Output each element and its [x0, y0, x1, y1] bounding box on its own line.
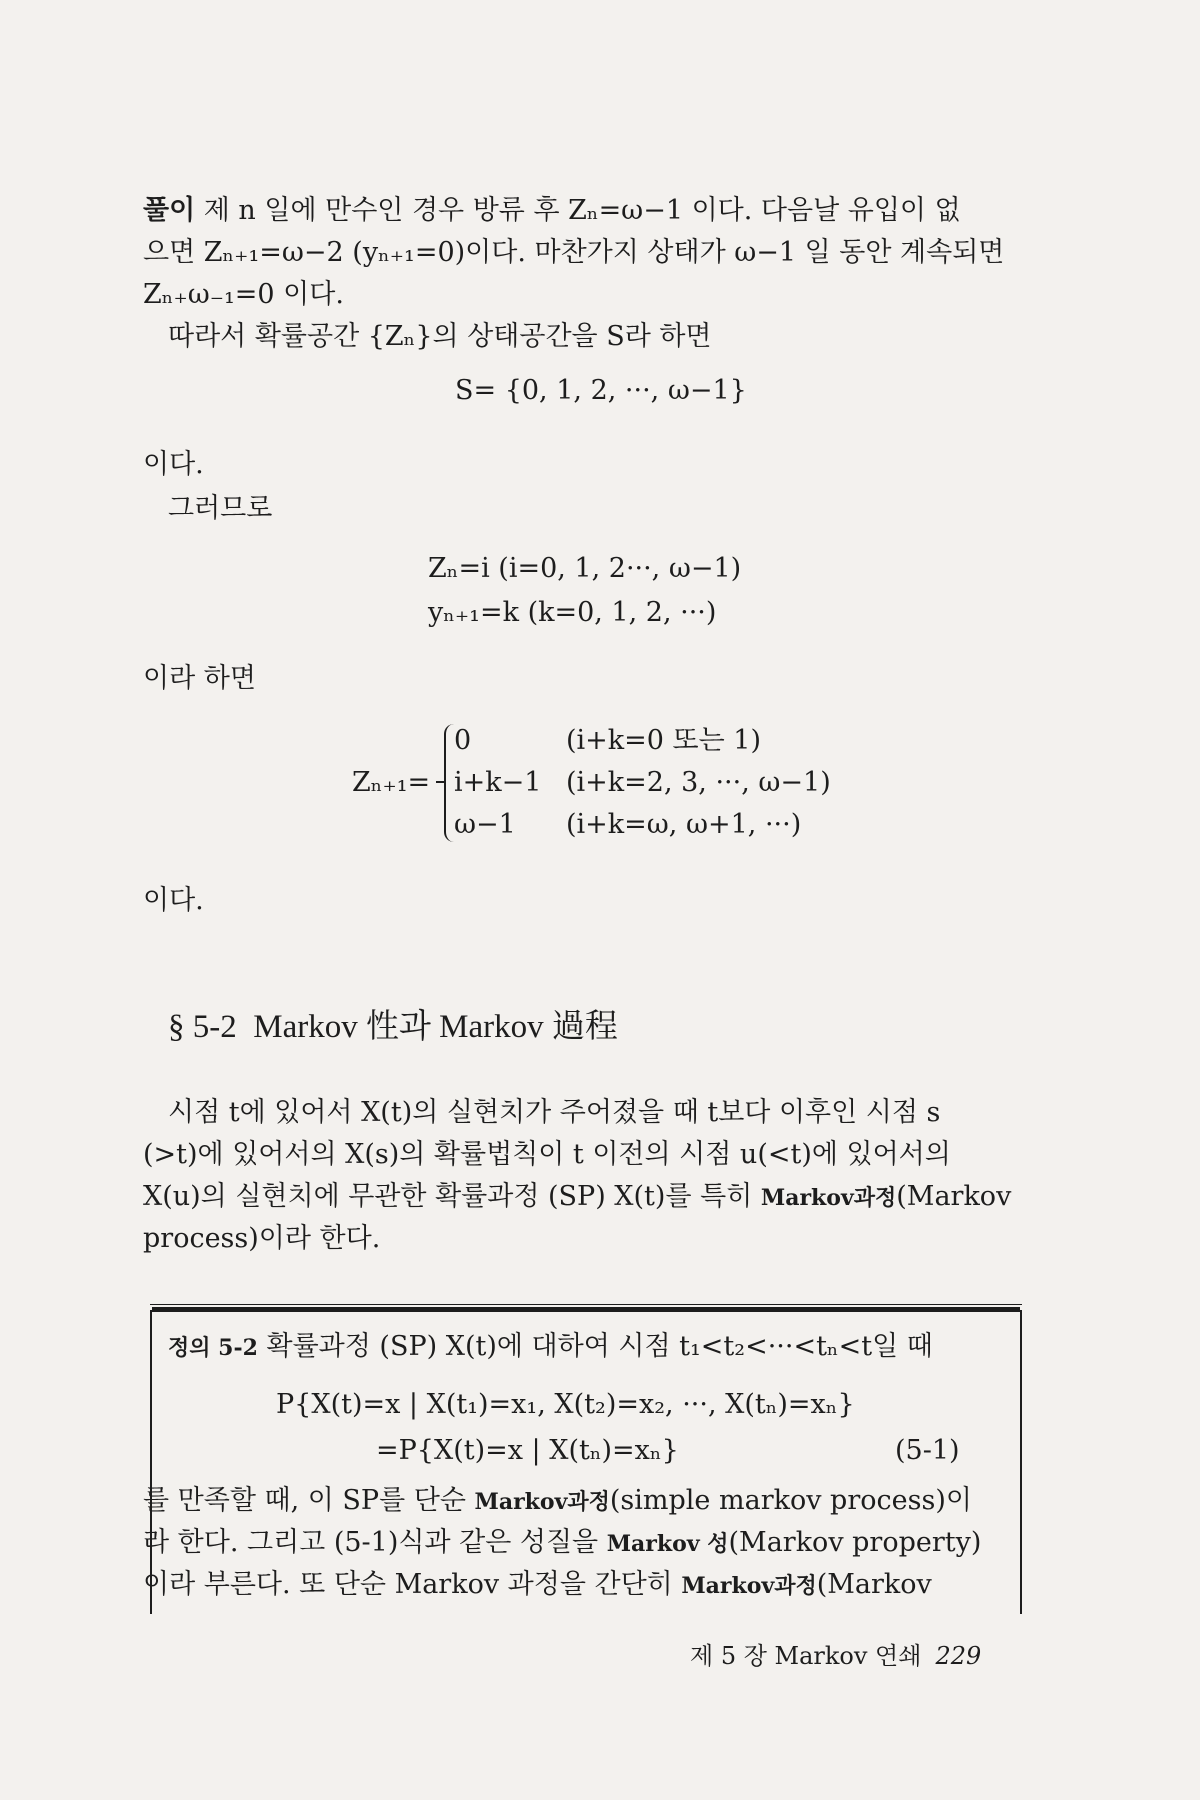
- solution-line-4: 따라서 확률공간 {Zₙ}의 상태공간을 S라 하면: [168, 321, 712, 352]
- page-number: 229: [935, 1642, 982, 1670]
- definition-line-2: [143, 1482, 1023, 1521]
- piecewise-case-value-2: i+k−1: [454, 767, 542, 798]
- equation-state-space: S= {0, 1, 2, ···, ω−1}: [455, 375, 747, 406]
- definition-line-2-text: 를 만족할 때, 이 SP를 단순: [143, 1485, 475, 1516]
- definition-line-3-tail: (Markov property): [728, 1527, 982, 1558]
- section-heading: [168, 1005, 618, 1049]
- piecewise-brace-tip: [436, 781, 445, 783]
- definition-equation-1: P{X(t)=x | X(t₁)=x₁, X(t₂)=x₂, ···, X(tₙ)=xₙ}: [276, 1389, 855, 1420]
- term-markov-process: Markov과정: [760, 1185, 897, 1211]
- paragraph-line-3: [143, 1178, 1023, 1217]
- piecewise-case-value-1: 0: [454, 725, 472, 756]
- section-title: Markov 性과 Markov 過程: [253, 1009, 618, 1045]
- definition-line-3: [143, 1524, 1023, 1563]
- solution-line-3: Zₙ₊ω₋₁=0 이다.: [143, 279, 344, 310]
- definition-box-double-rule: [150, 1304, 1022, 1305]
- definition-label: 정의 5-2: [168, 1335, 258, 1361]
- definition-line-2-tail: (simple markov process)이: [609, 1485, 972, 1516]
- paragraph-line-3-text: X(u)의 실현치에 무관한 확률과정 (SP) X(t)를 특히: [143, 1181, 761, 1212]
- piecewise-case-condition-1: (i+k=0 또는 1): [566, 725, 761, 756]
- equation-number: (5-1): [895, 1435, 960, 1466]
- piecewise-lhs: Zₙ₊₁=: [352, 767, 431, 798]
- term-markov-property: Markov 성: [606, 1531, 729, 1557]
- solution-line-2: 으면 Zₙ₊₁=ω−2 (yₙ₊₁=0)이다. 마찬가지 상태가 ω−1 일 동안 계속되면: [143, 237, 1005, 268]
- definition-text-1: 확률과정 (SP) X(t)에 대하여 시점 t₁<t₂<···<tₙ<t일 때: [257, 1331, 933, 1362]
- section-number: § 5-2: [168, 1009, 237, 1045]
- paragraph-line-1: 시점 t에 있어서 X(t)의 실현치가 주어졌을 때 t보다 이후인 시점 s: [168, 1097, 941, 1128]
- definition-line-4: [143, 1566, 1023, 1605]
- term-simple-markov: Markov과정: [474, 1489, 610, 1515]
- paragraph-line-4: process)이라 한다.: [143, 1223, 381, 1254]
- solution-line-5: 이다.: [143, 449, 204, 480]
- definition-line-1: [168, 1328, 1048, 1367]
- definition-line-4-tail: (Markov: [816, 1569, 932, 1600]
- solution-line-1: [143, 192, 1023, 230]
- solution-line-8: 이다.: [143, 885, 204, 916]
- solution-text-1: 제 n 일에 만수인 경우 방류 후 Zₙ=ω−1 이다. 다음날 유입이 없: [195, 195, 961, 226]
- solution-label: 풀이: [143, 195, 196, 226]
- definition-line-3-text: 라 한다. 그리고 (5-1)식과 같은 성질을: [143, 1527, 607, 1558]
- footer-chapter: 제 5 장 Markov 연쇄: [690, 1642, 922, 1670]
- definition-equation-2: =P{X(t)=x | X(tₙ)=xₙ}: [376, 1435, 679, 1466]
- solution-line-7: 이라 하면: [143, 663, 256, 694]
- term-markov-process-2: Markov과정: [681, 1573, 817, 1599]
- piecewise-case-condition-3: (i+k=ω, ω+1, ···): [566, 809, 802, 840]
- piecewise-case-condition-2: (i+k=2, 3, ···, ω−1): [566, 767, 831, 798]
- piecewise-case-value-3: ω−1: [454, 809, 516, 840]
- paragraph-line-3-tail: (Markov: [896, 1181, 1012, 1212]
- paragraph-line-2: (>t)에 있어서의 X(s)의 확률법칙이 t 이전의 시점 u(<t)에 있어서의: [143, 1139, 951, 1170]
- equation-y-definition: yₙ₊₁=k (k=0, 1, 2, ···): [428, 597, 717, 628]
- equation-z-definition: Zₙ=i (i=0, 1, 2···, ω−1): [428, 553, 742, 584]
- solution-line-6: 그러므로: [168, 493, 273, 524]
- definition-line-4-text: 이라 부른다. 또 단순 Markov 과정을 간단히: [143, 1569, 682, 1600]
- page-footer: [690, 1640, 981, 1672]
